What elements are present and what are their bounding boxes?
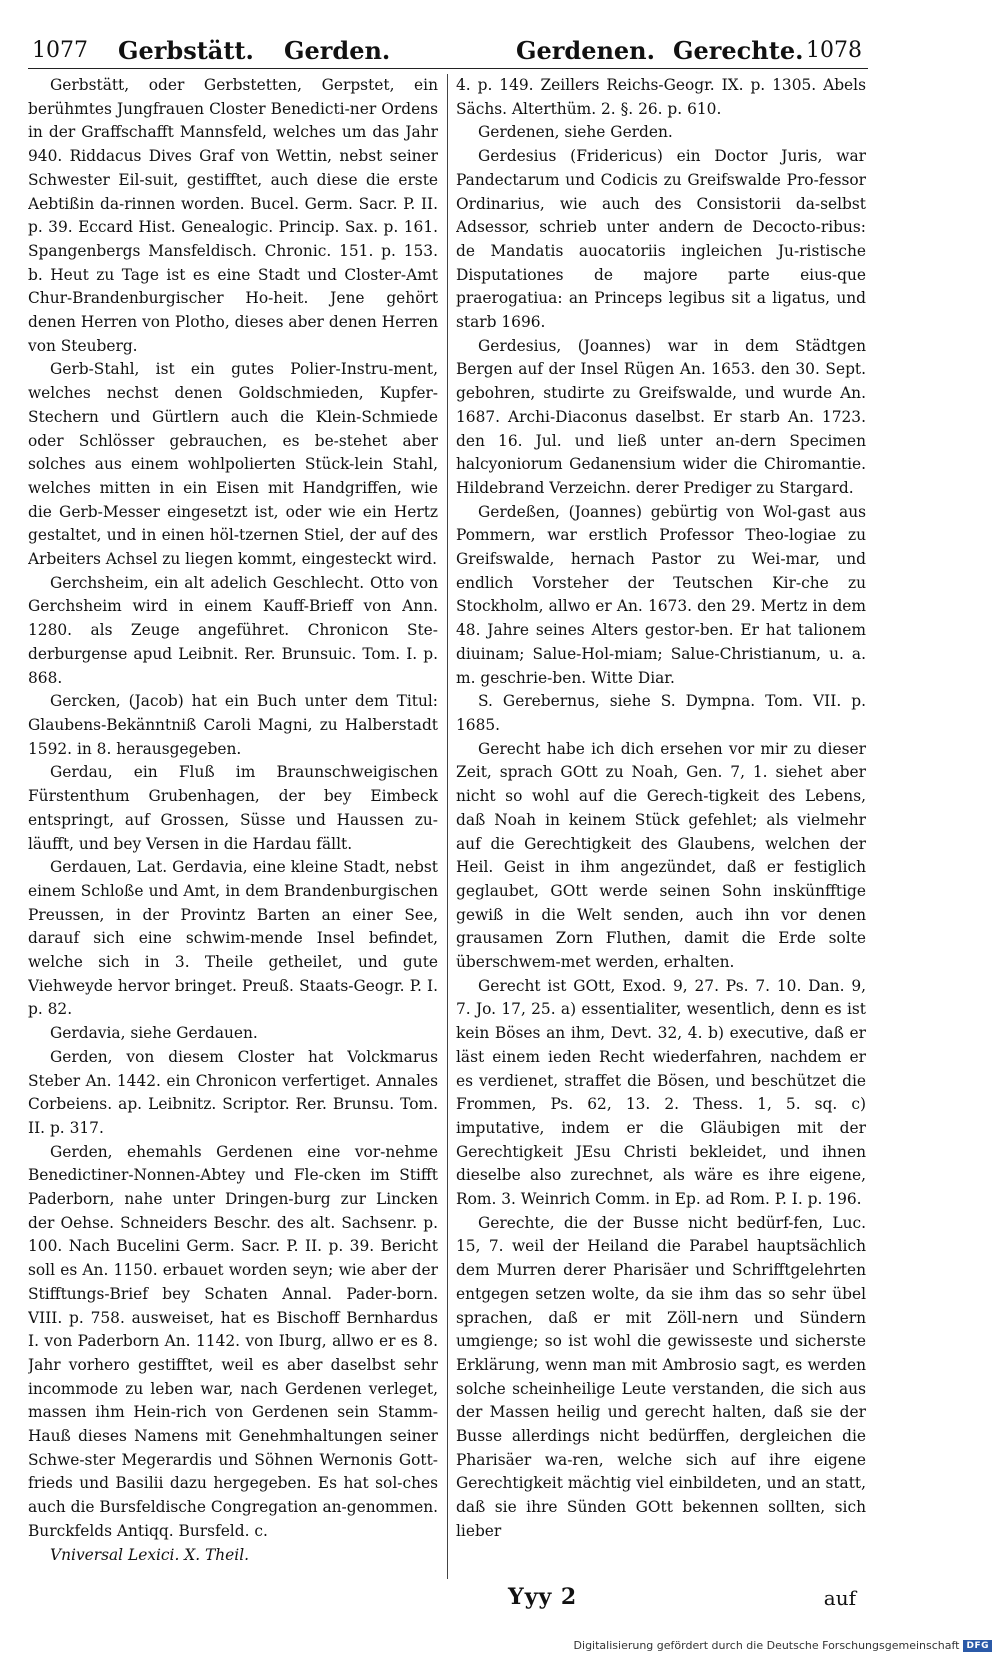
- dfg-logo: DFG: [963, 1640, 992, 1652]
- lexicon-entry: Gerdesius (Fridericus) ein Doctor Juris, war Pandectarum und Codicis zu Greifswalde Pro-fessor Ordinarius, wie auch des Consistorii da-selbst Adsessor, schrieb unter andern de Decocto-ribus: de Mandatis auocatoriis ingleichen Ju-ristische Disputationes de majore parte eius-que praerogatiua: an Princeps legibus sit a ligatus, und starb 1696.: [456, 147, 866, 332]
- lexicon-entry: 4. p. 149. Zeillers Reichs-Geogr. IX. p. 1305. Abels Sächs. Alterthüm. 2. §. 26. p. 610.: [456, 76, 866, 118]
- lexicon-entry: Gerdavia, siehe Gerdauen.: [50, 1024, 258, 1043]
- book-page: [28, 28, 868, 1620]
- right-column: [456, 74, 866, 1579]
- lexicon-entry: Gerdeßen, (Joannes) gebürtig von Wol-gast aus Pommern, war erstlich Professor Theo-logiae zu Greifswalde, hernach Pastor zu Wei-mar, und endlich Vorsteher der Teutschen Kir-che zu Stockholm, allwo er An. 1673. den 29. Mertz in dem 48. Jahre seines Alters gestor-ben. Er hat talionem diuinam; Salue-Hol-miam; Salue-Christianum, u. a. m. geschrie-ben. Witte Diar.: [456, 502, 866, 687]
- digitization-credit: [574, 1639, 992, 1652]
- credit-text: Digitalisierung gefördert durch die Deutsche Forschungsgemeinschaft: [573, 1639, 960, 1652]
- lexicon-entry: Gerechte, die der Busse nicht bedürf-fen, Luc. 15, 7. weil der Heiland die Parabel hauptsächlich dem Murren derer Pharisäer und Schrifftgelehrten entgegen setzen wolte, da sie ihm das so sehr übel sprachen, daß er mit Zöll-nern und Sündern umgienge; so ist wohl die gewisseste und sicherste Erklärung, wenn man mit Ambrosio sagt, es werden solche scheinheilige Leute verstanden, die sich aus der Massen heilig und gerecht halten, daß sie der Busse allerdings nicht bedürffen, dergleichen die Pharisäer wa-ren, welche sich auf ihre eigene Gerechtigkeit mächtig viel einbildeten, und an statt, daß sie ihre Sünden GOtt bekennen sollten, sich lieber: [456, 1213, 866, 1540]
- lexicon-entry: Gerden, ehemahls Gerdenen eine vor-nehme Benedictiner-Nonnen-Abtey und Fle-cken im Stifft Paderborn, nahe unter Dringen-burg zur Lincken der Oehse. Schneiders Beschr. des alt. Sachsenr. p. 100. Nach Bucelini Germ. Sacr. P. II. p. 39. Bericht soll es An. 1150. erbauet worden seyn; wie aber der Stifftungs-Brief bey Schaten Annal. Pader-born. VIII. p. 758. ausweiset, hat es Bischoff Bernhardus I. von Paderborn An. 1142. von Iburg, allwo er es 8. Jahr vorhero gestifftet, weil es aber daselbst sehr incommode zu leben war, nach Gerdenen verleget, massen ihm Hein-rich von Gerdenen sein Stamm-Hauß dieses Namens mit Genehmhaltungen seiner Schwe-ster Megerardis und Söhnen Wernonis Gott-frieds und Basilii dazu hergegeben. Es hat sol-ches auch die Bursfeldische Congregation an-genommen. Burckfelds Antiqq. Bursfeld. c.: [28, 1142, 438, 1540]
- left-column: [28, 74, 438, 1579]
- lexicon-entry: Gerden, von diesem Closter hat Volckmarus Steber An. 1442. ein Chronicon verfertiget. Annales Corbeiens. ap. Leibnitz. Scriptor. Rer. Brunsu. Tom. II. p. 317.: [28, 1047, 438, 1137]
- headword-right-2: Gerechte.: [673, 36, 804, 65]
- lexicon-entry: Gerdesius, (Joannes) war in dem Städtgen Bergen auf der Insel Rügen An. 1653. den 30. Sept. gebohren, studirte zu Greifswalde, und wurde An. 1687. Archi-Diaconus daselbst. Er starb An. 1723. den 16. Jul. und ließ unter an-dern Specimen halcyoniorum Gedanensium wider die Chiromantie. Hildebrand Verzeichn. derer Prediger zu Stargard.: [456, 336, 866, 497]
- lexicon-entry: Gerbstätt, oder Gerbstetten, Gerpstet, ein berühmtes Jungfrauen Closter Benedicti-ner Ordens in der Graffschafft Mannsfeld, welches um das Jahr 940. Riddacus Dives Graf von Wettin, nebst seiner Schwester Eil-suit, gestifftet, auch diese die erste Aebtißin da-rinnen worden. Bucel. Germ. Sacr. P. II. p. 39. Eccard Hist. Genealogic. Princip. Sax. p. 161. Spangenbergs Mansfeldisch. Chronic. 151. p. 153. b. Heut zu Tage ist es eine Stadt und Closter-Amt Chur-Brandenburgischer Ho-heit. Jene gehört denen Herren von Plotho, dieses aber denen Herren von Steuberg.: [28, 76, 438, 355]
- headword-left-1: Gerbstätt.: [118, 36, 254, 65]
- signature-mark: Yyy 2: [508, 1584, 578, 1610]
- running-header: [28, 28, 868, 69]
- catchword: auf: [823, 1586, 856, 1610]
- lexicon-entry: Gercken, (Jacob) hat ein Buch unter dem Titul: Glaubens-Bekänntniß Caroli Magni, zu Halberstadt 1592. in 8. herausgegeben.: [28, 692, 438, 758]
- lexicon-entry: Gerecht habe ich dich ersehen vor mir zu dieser Zeit, sprach GOtt zu Noah, Gen. 7, 1. siehet aber nicht so wohl auf die Gerech-tigkeit des Lebens, daß Noah in keinem Stück gefehlet; als vielmehr auf die Gerechtigkeit des Glaubens, welchen der Heil. Geist in ihm angezündet, daß er festiglich geglaubet, GOtt werde seinen Sohn inskünfftige gewiß in die Welt senden, auch ihn vor denen grausamen Zorn Fluthen, damit die Erde solte überschwem-met werden, erhalten.: [456, 739, 866, 972]
- lexicon-entry: Gerdauen, Lat. Gerdavia, eine kleine Stadt, nebst einem Schloße und Amt, in dem Brandenburgischen Preussen, in der Provintz Barten an einer See, darauf sich eine schwim-mende Insel befindet, welche sich in 3. Theile getheilet, und gute Viehweyde hervor bringet. Preuß. Staats-Geogr. P. I. p. 82.: [28, 858, 438, 1019]
- lexicon-entry: Gerchsheim, ein alt adelich Geschlecht. Otto von Gerchsheim wird in einem Kauff-Brieff von Ann. 1280. als Zeuge angeführet. Chronicon Ste-derburgense apud Leibnit. Rer. Brunsuic. Tom. I. p. 868.: [28, 573, 438, 687]
- lexicon-entry: Gerdenen, siehe Gerden.: [478, 123, 673, 142]
- lexicon-entry: Gerb-Stahl, ist ein gutes Polier-Instru-ment, welches nechst denen Goldschmieden, Kupfer-Stechern und Gürtlern auch die Klein-Schmiede oder Schlösser gebrauchen, es be-stehet aber solches aus einem wohlpolierten Stück-lein Stahl, welches mitten in ein Eisen mit Handgriffen, wie die Gerb-Messer eingesetzt ist, oder wie ein Hertz gestaltet, und in einen höl-tzernen Stiel, der auf des Arbeiters Achsel zu liegen kommt, eingesteckt wird.: [28, 360, 438, 569]
- lexicon-entry: Gerecht ist GOtt, Exod. 9, 27. Ps. 7. 10. Dan. 9, 7. Jo. 17, 25. a) essentialiter, wesentlich, denn es ist kein Böses an ihm, Devt. 32, 4. b) executive, daß er läst einem ieden Recht wiederfahren, nachdem er es verdienet, straffet die Bösen, und beschützet die Frommen, Ps. 62, 13. 2. Thess. 1, 5. sq. c) imputative, indem er die Gläubigen mit der Gerechtigkeit JEsu Christi bekleidet, und ihnen dieselbe also zurechnet, als wäre es ihre eigene, Rom. 3. Weinrich Comm. in Ep. ad Rom. P. I. p. 196.: [456, 976, 866, 1209]
- volume-note: Vniversal Lexici. X. Theil.: [50, 1545, 250, 1564]
- lexicon-entry: S. Gerebernus, siehe S. Dympna. Tom. VII. p. 1685.: [456, 692, 866, 734]
- text-columns: [28, 74, 868, 1579]
- headword-left-2: Gerden.: [284, 36, 391, 65]
- headword-right-1: Gerdenen.: [516, 36, 655, 65]
- lexicon-entry: Gerdau, ein Fluß im Braunschweigischen Fürstenthum Grubenhagen, der bey Eimbeck entspringt, auf Grossen, Süsse und Haussen zu-läufft, und bey Versen in die Hardau fällt.: [28, 763, 438, 853]
- page-number-left: 1077: [32, 38, 88, 63]
- page-number-right: 1078: [806, 38, 862, 63]
